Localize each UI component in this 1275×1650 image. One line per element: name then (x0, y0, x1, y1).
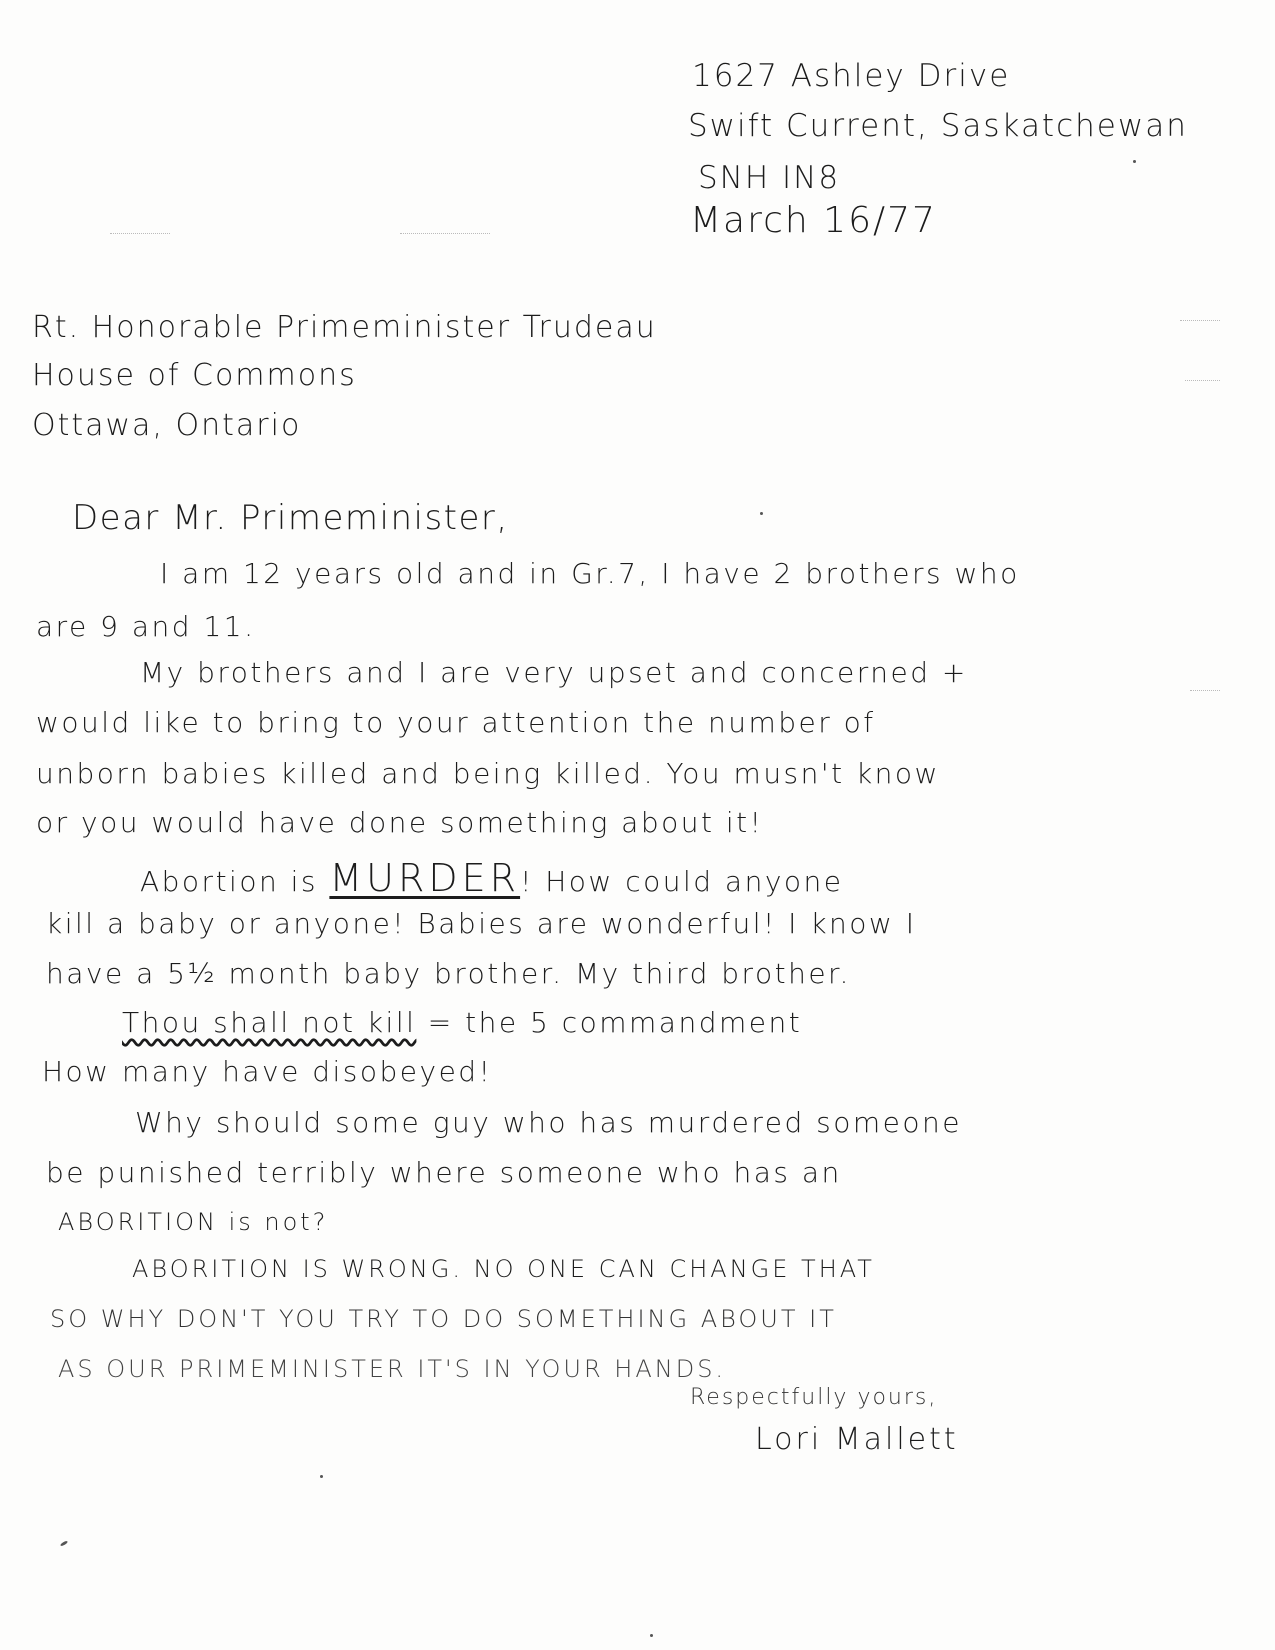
body-line: unborn babies killed and being killed. You musn't know (36, 757, 940, 790)
body-line: or you would have done something about it! (36, 806, 764, 839)
body-line: My brothers and I are very upset and concerned + (140, 656, 968, 689)
body-text: = the 5 commandment (427, 1006, 803, 1039)
body-line: would like to bring to your attention the number of (36, 706, 876, 739)
body-line: ABORITION IS WRONG. NO ONE CAN CHANGE THAT (132, 1255, 875, 1283)
scan-speck (60, 1540, 68, 1547)
recipient-city: Ottawa, Ontario (32, 408, 302, 443)
scan-artifact (1185, 380, 1220, 382)
recipient-name: Rt. Honorable Primeminister Trudeau (32, 310, 657, 345)
body-line: ABORITION is not? (58, 1208, 329, 1236)
body-line: be punished terribly where someone who has an (46, 1156, 842, 1189)
scan-speck (1133, 160, 1136, 163)
scan-artifact (1190, 690, 1220, 692)
body-line: are 9 and 11. (36, 610, 256, 643)
body-line: AS OUR PRIMEMINISTER IT'S IN YOUR HANDS. (58, 1355, 727, 1383)
scan-artifact (110, 233, 170, 235)
body-line: kill a baby or anyone! Babies are wonderful! I know I (46, 907, 917, 940)
body-line: Why should some guy who has murdered someone (135, 1106, 962, 1139)
letter-date: March 16/77 (690, 200, 937, 241)
body-line: SO WHY DON'T YOU TRY TO DO SOMETHING ABOUT IT (50, 1305, 837, 1333)
signature: Lori Mallett (755, 1422, 959, 1457)
sender-street: 1627 Ashley Drive (692, 58, 1011, 94)
scan-artifact (400, 233, 490, 235)
scan-artifact (1180, 320, 1220, 322)
sender-postal-code: SNH IN8 (698, 160, 841, 196)
scan-speck (650, 1634, 653, 1637)
body-line: have a 5½ month baby brother. My third brother. (46, 957, 851, 990)
body-text: ! How could anyone (520, 865, 844, 898)
body-line (140, 856, 844, 900)
body-text: Abortion is (140, 865, 318, 898)
body-line (122, 1006, 802, 1039)
body-line: I am 12 years old and in Gr.7, I have 2 brothers who (160, 557, 1020, 590)
scan-speck (320, 1475, 323, 1478)
emphasized-word: MURDER (329, 856, 521, 900)
recipient-org: House of Commons (32, 358, 357, 393)
scan-speck (760, 512, 763, 515)
sender-city: Swift Current, Saskatchewan (688, 108, 1188, 144)
salutation: Dear Mr. Primeminister, (72, 498, 509, 538)
wavy-underlined-text: Thou shall not kill (122, 1006, 417, 1039)
body-line: How many have disobeyed! (42, 1055, 493, 1088)
sign-off: Respectfully yours, (690, 1385, 938, 1410)
